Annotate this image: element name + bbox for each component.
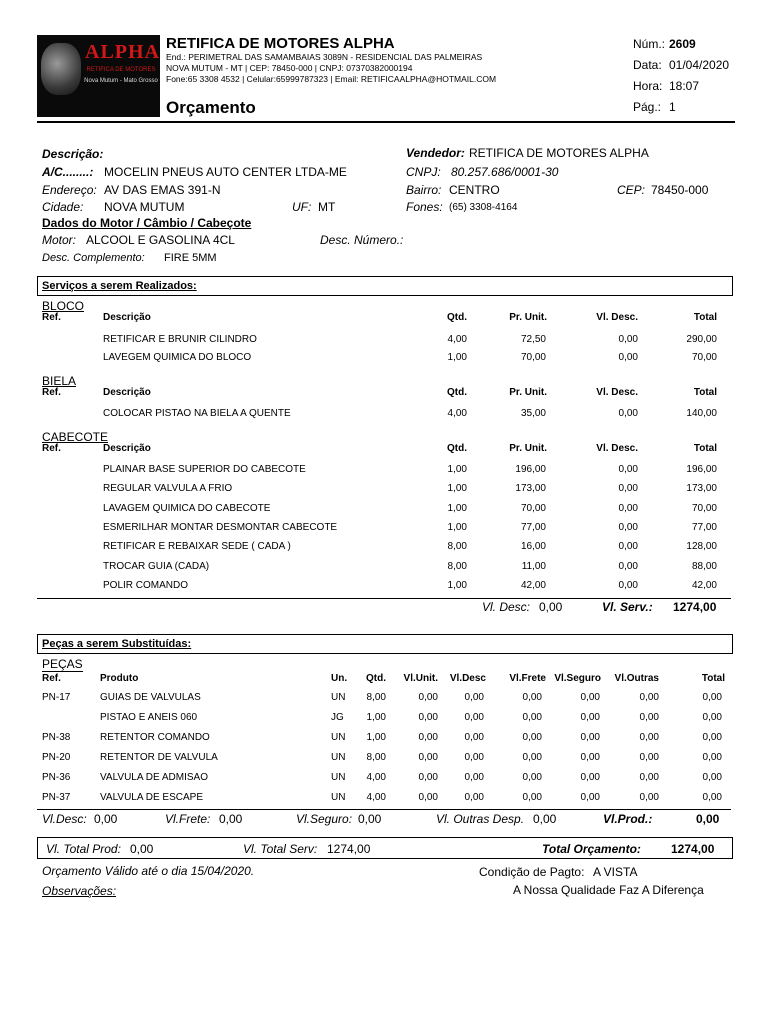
service-unit: 196,00 bbox=[515, 464, 546, 475]
service-total: 88,00 bbox=[691, 561, 717, 572]
parts-vdesc-value: 0,00 bbox=[94, 812, 118, 826]
col-vl-desc: Vl. Desc. bbox=[596, 387, 638, 398]
service-vdesc: 0,00 bbox=[618, 464, 638, 475]
fones-label: Fones: bbox=[406, 200, 443, 214]
services-title-box bbox=[37, 276, 733, 296]
part-vunit: 0,00 bbox=[418, 772, 438, 783]
service-total: 290,00 bbox=[686, 334, 717, 345]
service-row bbox=[0, 352, 768, 366]
service-unit: 35,00 bbox=[520, 408, 546, 419]
part-vfrete: 0,00 bbox=[522, 752, 542, 763]
cnpj-value: 80.257.686/0001-30 bbox=[451, 165, 559, 179]
service-row bbox=[0, 541, 768, 555]
service-vdesc: 0,00 bbox=[618, 541, 638, 552]
col-descricao: Descrição bbox=[103, 312, 151, 323]
part-total: 0,00 bbox=[702, 732, 722, 743]
service-total: 173,00 bbox=[686, 483, 717, 494]
part-total: 0,00 bbox=[702, 712, 722, 723]
part-vfrete: 0,00 bbox=[522, 712, 542, 723]
service-vdesc: 0,00 bbox=[618, 352, 638, 363]
col-vdesc: Vl.Desc bbox=[449, 673, 486, 684]
desc-complemento-label: Desc. Complemento: bbox=[42, 252, 145, 264]
service-qtd: 8,00 bbox=[447, 561, 467, 572]
service-group-name: CABECOTE bbox=[42, 430, 109, 444]
service-row bbox=[0, 503, 768, 517]
motor-section-title: Dados do Motor / Câmbio / Cabeçote bbox=[42, 216, 252, 230]
service-header-row bbox=[0, 387, 768, 401]
part-produto: GUIAS DE VALVULAS bbox=[100, 692, 201, 703]
service-row bbox=[0, 522, 768, 536]
vendedor-label: Vendedor: bbox=[406, 146, 465, 160]
service-total: 128,00 bbox=[686, 541, 717, 552]
page-label: Pág.: bbox=[633, 100, 662, 114]
service-qtd: 4,00 bbox=[447, 408, 467, 419]
payment-label: Condição de Pagto: bbox=[479, 865, 585, 879]
totals-box bbox=[37, 837, 733, 859]
logo-brand: ALPHA bbox=[85, 41, 160, 63]
service-desc: LAVAGEM QUIMICA DO CABECOTE bbox=[103, 503, 271, 514]
part-qtd: 8,00 bbox=[366, 692, 386, 703]
part-row bbox=[0, 692, 768, 706]
col-descricao: Descrição bbox=[103, 443, 151, 454]
parts-vseguro-label: Vl.Seguro: bbox=[296, 812, 353, 826]
part-vfrete: 0,00 bbox=[522, 772, 542, 783]
service-row bbox=[0, 464, 768, 478]
cep-value: 78450-000 bbox=[651, 183, 709, 197]
part-un: UN bbox=[331, 692, 346, 703]
part-voutras: 0,00 bbox=[639, 792, 659, 803]
part-ref: PN-37 bbox=[42, 792, 71, 803]
cnpj-label: CNPJ: bbox=[406, 165, 441, 179]
col-vfrete: Vl.Frete bbox=[509, 673, 546, 684]
part-row bbox=[0, 772, 768, 786]
part-voutras: 0,00 bbox=[639, 732, 659, 743]
col-total: Total bbox=[693, 312, 717, 323]
part-produto: RETENTOR COMANDO bbox=[100, 732, 210, 743]
time-value: 18:07 bbox=[669, 79, 700, 93]
col-qtd: Qtd. bbox=[366, 673, 386, 684]
company-address: End.: PERIMETRAL DAS SAMAMBAIAS 3089N - RESIDENCIAL DAS PALMEIRAS bbox=[166, 52, 483, 62]
part-vdesc: 0,00 bbox=[464, 732, 484, 743]
part-vdesc: 0,00 bbox=[464, 792, 484, 803]
ac-label: A/C........: bbox=[42, 165, 94, 179]
col-produto: Produto bbox=[100, 673, 139, 684]
part-qtd: 4,00 bbox=[366, 792, 386, 803]
company-name: RETIFICA DE MOTORES ALPHA bbox=[166, 35, 395, 52]
service-total: 196,00 bbox=[686, 464, 717, 475]
parts-vfrete-value: 0,00 bbox=[219, 812, 243, 826]
service-qtd: 1,00 bbox=[447, 580, 467, 591]
part-vunit: 0,00 bbox=[418, 792, 438, 803]
num-label: Núm.: bbox=[633, 37, 666, 51]
part-qtd: 1,00 bbox=[366, 712, 386, 723]
service-desc: RETIFICAR E BRUNIR CILINDRO bbox=[103, 334, 257, 345]
desc-numero-label: Desc. Número.: bbox=[320, 233, 404, 247]
service-qtd: 1,00 bbox=[447, 483, 467, 494]
part-vdesc: 0,00 bbox=[464, 712, 484, 723]
service-unit: 72,50 bbox=[520, 334, 546, 345]
services-vdesc-value: 0,00 bbox=[539, 600, 563, 614]
service-total: 42,00 bbox=[691, 580, 717, 591]
service-total: 140,00 bbox=[686, 408, 717, 419]
service-header-row bbox=[0, 312, 768, 326]
part-vseguro: 0,00 bbox=[580, 772, 600, 783]
service-total: 77,00 bbox=[691, 522, 717, 533]
num-value: 2609 bbox=[669, 37, 696, 51]
service-vdesc: 0,00 bbox=[618, 408, 638, 419]
service-desc: LAVEGEM QUIMICA DO BLOCO bbox=[103, 352, 252, 363]
col-total: Total bbox=[701, 673, 725, 684]
part-vunit: 0,00 bbox=[418, 692, 438, 703]
bairro-label: Bairro: bbox=[406, 183, 442, 197]
service-unit: 16,00 bbox=[520, 541, 546, 552]
service-qtd: 4,00 bbox=[447, 334, 467, 345]
cep-label: CEP: bbox=[617, 183, 646, 197]
part-vunit: 0,00 bbox=[418, 712, 438, 723]
col-vl-desc: Vl. Desc. bbox=[596, 443, 638, 454]
document-title: Orçamento bbox=[166, 98, 256, 117]
service-desc: TROCAR GUIA (CADA) bbox=[103, 561, 210, 572]
col-pr-unit: Pr. Unit. bbox=[509, 387, 547, 398]
part-ref: PN-20 bbox=[42, 752, 71, 763]
part-vdesc: 0,00 bbox=[464, 752, 484, 763]
part-qtd: 8,00 bbox=[366, 752, 386, 763]
part-vseguro: 0,00 bbox=[580, 752, 600, 763]
part-vfrete: 0,00 bbox=[522, 792, 542, 803]
cidade-label: Cidade: bbox=[42, 200, 84, 214]
part-qtd: 4,00 bbox=[366, 772, 386, 783]
services-vdesc-label: Vl. Desc: bbox=[482, 600, 531, 614]
col-vl-desc: Vl. Desc. bbox=[596, 312, 638, 323]
part-vseguro: 0,00 bbox=[580, 732, 600, 743]
col-descricao: Descrição bbox=[103, 387, 151, 398]
part-vunit: 0,00 bbox=[418, 752, 438, 763]
part-un: UN bbox=[331, 732, 346, 743]
part-voutras: 0,00 bbox=[639, 692, 659, 703]
service-qtd: 1,00 bbox=[447, 464, 467, 475]
part-produto: RETENTOR DE VALVULA bbox=[100, 752, 218, 763]
parts-vdesc-label: Vl.Desc: bbox=[42, 812, 87, 826]
service-unit: 173,00 bbox=[515, 483, 546, 494]
service-total: 70,00 bbox=[691, 503, 717, 514]
part-row bbox=[0, 712, 768, 726]
service-vdesc: 0,00 bbox=[618, 580, 638, 591]
part-total: 0,00 bbox=[702, 772, 722, 783]
fones-value: (65) 3308-4164 bbox=[449, 202, 518, 213]
service-unit: 11,00 bbox=[521, 561, 546, 572]
part-row bbox=[0, 732, 768, 746]
part-total: 0,00 bbox=[702, 692, 722, 703]
uf-value: MT bbox=[318, 200, 336, 214]
part-un: UN bbox=[331, 792, 346, 803]
part-vseguro: 0,00 bbox=[580, 792, 600, 803]
service-unit: 70,00 bbox=[520, 503, 546, 514]
part-voutras: 0,00 bbox=[639, 752, 659, 763]
service-desc: RETIFICAR E REBAIXAR SEDE ( CADA ) bbox=[103, 541, 291, 552]
part-qtd: 1,00 bbox=[366, 732, 386, 743]
company-contact-line: Fone:65 3308 4532 | Celular:65999787323 | Email: RETIFICAALPHA@HOTMAIL.COM bbox=[166, 74, 497, 84]
col-voutras: Vl.Outras bbox=[614, 673, 659, 684]
service-vdesc: 0,00 bbox=[618, 483, 638, 494]
descricao-label: Descrição: bbox=[42, 147, 104, 161]
part-total: 0,00 bbox=[702, 792, 722, 803]
date-label: Data: bbox=[633, 58, 662, 72]
time-label: Hora: bbox=[633, 79, 663, 93]
part-un: JG bbox=[331, 712, 344, 723]
ac-value: MOCELIN PNEUS AUTO CENTER LTDA-ME bbox=[104, 165, 347, 179]
col-pr-unit: Pr. Unit. bbox=[509, 312, 547, 323]
total-serv-value: 1274,00 bbox=[327, 842, 371, 856]
total-prod-label: Vl. Total Prod: bbox=[46, 842, 121, 856]
motor-label: Motor: bbox=[42, 233, 77, 247]
part-ref: PN-36 bbox=[42, 772, 71, 783]
service-desc: REGULAR VALVULA A FRIO bbox=[103, 483, 233, 494]
parts-vfrete-label: Vl.Frete: bbox=[165, 812, 211, 826]
service-unit: 77,00 bbox=[520, 522, 546, 533]
service-group-name: BIELA bbox=[42, 374, 77, 388]
total-orcamento-value: 1274,00 bbox=[671, 842, 715, 856]
col-ref: Ref. bbox=[42, 443, 61, 454]
parts-voutras-value: 0,00 bbox=[533, 812, 557, 826]
part-un: UN bbox=[331, 752, 346, 763]
total-serv-label: Vl. Total Serv: bbox=[243, 842, 318, 856]
col-pr-unit: Pr. Unit. bbox=[509, 443, 547, 454]
parts-vprod-label: Vl.Prod.: bbox=[603, 812, 653, 826]
part-row bbox=[0, 792, 768, 806]
desc-complemento-value: FIRE 5MM bbox=[164, 252, 217, 264]
service-qtd: 1,00 bbox=[447, 352, 467, 363]
service-row bbox=[0, 580, 768, 594]
service-desc: PLAINAR BASE SUPERIOR DO CABECOTE bbox=[103, 464, 306, 475]
col-ref: Ref. bbox=[42, 387, 61, 398]
bairro-value: CENTRO bbox=[449, 183, 500, 197]
page-value: 1 bbox=[669, 100, 676, 114]
parts-title-box bbox=[37, 634, 733, 654]
uf-label: UF: bbox=[292, 200, 312, 214]
service-vdesc: 0,00 bbox=[618, 334, 638, 345]
vendedor-value: RETIFICA DE MOTORES ALPHA bbox=[469, 146, 649, 160]
logo-line1: RETIFICA DE MOTORES bbox=[86, 67, 156, 73]
service-row bbox=[0, 334, 768, 348]
service-row bbox=[0, 408, 768, 422]
service-desc: COLOCAR PISTAO NA BIELA A QUENTE bbox=[103, 408, 291, 419]
part-vdesc: 0,00 bbox=[464, 692, 484, 703]
service-vdesc: 0,00 bbox=[618, 561, 638, 572]
service-qtd: 1,00 bbox=[447, 522, 467, 533]
parts-voutras-label: Vl. Outras Desp. bbox=[436, 812, 525, 826]
part-vfrete: 0,00 bbox=[522, 692, 542, 703]
part-produto: PISTAO E ANEIS 060 bbox=[100, 712, 198, 723]
service-total: 70,00 bbox=[691, 352, 717, 363]
service-row bbox=[0, 561, 768, 575]
col-ref: Ref. bbox=[42, 673, 61, 684]
col-qtd: Qtd. bbox=[447, 312, 467, 323]
service-unit: 42,00 bbox=[520, 580, 546, 591]
company-logo bbox=[37, 35, 160, 117]
service-group-name: BLOCO bbox=[42, 299, 85, 313]
part-row bbox=[0, 752, 768, 766]
validity-note: Orçamento Válido até o dia 15/04/2020. bbox=[42, 864, 255, 878]
col-ref: Ref. bbox=[42, 312, 61, 323]
part-voutras: 0,00 bbox=[639, 772, 659, 783]
service-qtd: 1,00 bbox=[447, 503, 467, 514]
col-total: Total bbox=[693, 387, 717, 398]
part-produto: VALVULA DE ADMISAO bbox=[100, 772, 209, 783]
parts-vprod-value: 0,00 bbox=[696, 812, 720, 826]
payment-value: A VISTA bbox=[593, 865, 638, 879]
endereco-value: AV DAS EMAS 391-N bbox=[104, 183, 221, 197]
part-vunit: 0,00 bbox=[418, 732, 438, 743]
service-qtd: 8,00 bbox=[447, 541, 467, 552]
observacoes-label: Observações: bbox=[42, 884, 117, 898]
col-qtd: Qtd. bbox=[447, 387, 467, 398]
motor-value: ALCOOL E GASOLINA 4CL bbox=[86, 233, 235, 247]
date-value: 01/04/2020 bbox=[669, 58, 730, 72]
company-city-line: NOVA MUTUM - MT | CEP: 78450-000 | CNPJ: 07370382000194 bbox=[166, 63, 413, 73]
services-summary-divider bbox=[37, 598, 731, 599]
services-vserv-value: 1274,00 bbox=[673, 600, 717, 614]
engine-graphic bbox=[41, 43, 81, 95]
part-ref: PN-38 bbox=[42, 732, 71, 743]
part-un: UN bbox=[331, 772, 346, 783]
parts-summary-divider bbox=[37, 809, 731, 810]
part-total: 0,00 bbox=[702, 752, 722, 763]
part-vdesc: 0,00 bbox=[464, 772, 484, 783]
service-desc: POLIR COMANDO bbox=[103, 580, 189, 591]
col-total: Total bbox=[693, 443, 717, 454]
header-divider bbox=[37, 121, 735, 123]
parts-header-row bbox=[0, 673, 768, 687]
service-vdesc: 0,00 bbox=[618, 503, 638, 514]
slogan: A Nossa Qualidade Faz A Diferença bbox=[513, 883, 704, 897]
part-vseguro: 0,00 bbox=[580, 692, 600, 703]
part-produto: VALVULA DE ESCAPE bbox=[100, 792, 204, 803]
col-un: Un. bbox=[331, 673, 348, 684]
logo-line2: Nova Mutum - Mato Grosso bbox=[84, 78, 158, 84]
col-vunit: Vl.Unit. bbox=[403, 673, 438, 684]
endereco-label: Endereço: bbox=[42, 183, 97, 197]
part-voutras: 0,00 bbox=[639, 712, 659, 723]
service-row bbox=[0, 483, 768, 497]
total-orcamento-label: Total Orçamento: bbox=[542, 842, 641, 856]
services-vserv-label: Vl. Serv.: bbox=[602, 600, 653, 614]
parts-vseguro-value: 0,00 bbox=[358, 812, 382, 826]
service-unit: 70,00 bbox=[520, 352, 546, 363]
col-qtd: Qtd. bbox=[447, 443, 467, 454]
total-prod-value: 0,00 bbox=[130, 842, 154, 856]
service-header-row bbox=[0, 443, 768, 457]
part-vseguro: 0,00 bbox=[580, 712, 600, 723]
service-vdesc: 0,00 bbox=[618, 522, 638, 533]
service-desc: ESMERILHAR MONTAR DESMONTAR CABECOTE bbox=[103, 522, 338, 533]
cidade-value: NOVA MUTUM bbox=[104, 200, 185, 214]
part-ref: PN-17 bbox=[42, 692, 71, 703]
part-vfrete: 0,00 bbox=[522, 732, 542, 743]
col-vseguro: Vl.Seguro bbox=[554, 673, 601, 684]
parts-group-name: PEÇAS bbox=[42, 657, 83, 671]
parts-title: Peças a serem Substituídas: bbox=[42, 638, 192, 650]
services-title: Serviços a serem Realizados: bbox=[42, 280, 197, 292]
